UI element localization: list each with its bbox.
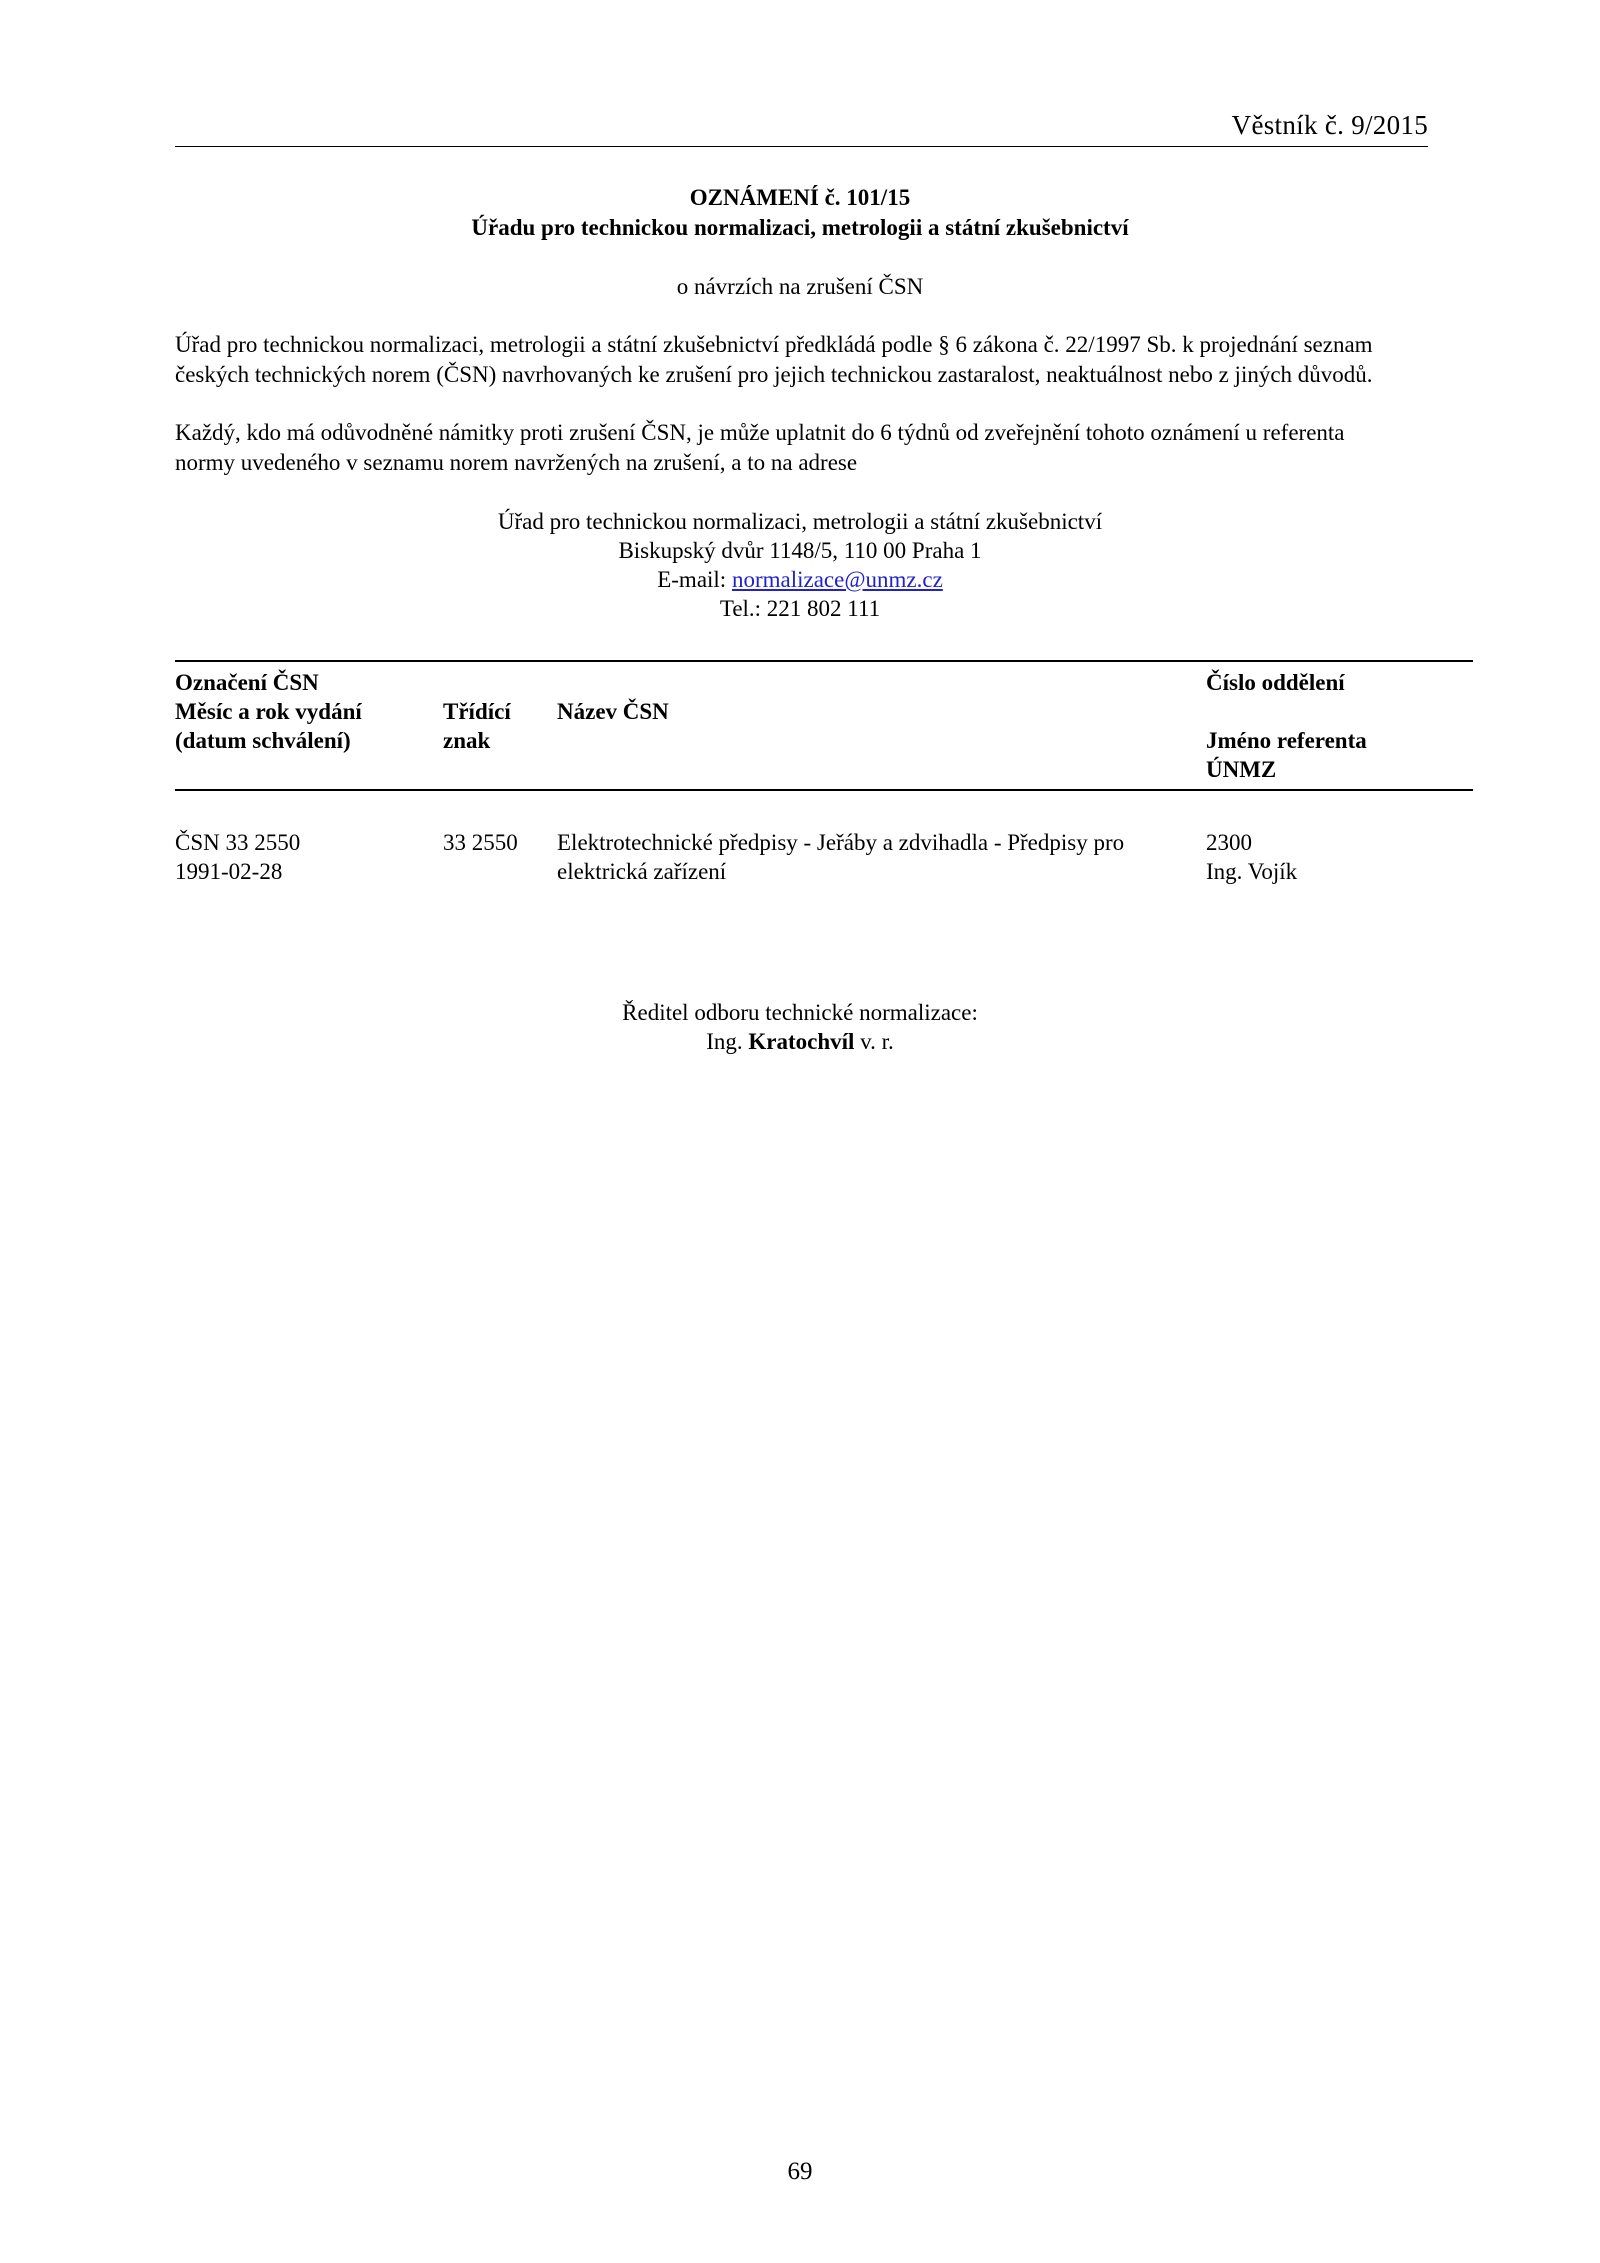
announcement-issuer: Úřadu pro technickou normalizaci, metrologii a státní zkušebnictví <box>471 215 1129 240</box>
paragraph-objections-line1: Každý, kdo má odůvodněné námitky proti zrušení ČSN, je může uplatnit do 6 týdnů od zveřejnění tohoto oznámení u referenta <box>175 420 1345 445</box>
signature-name <box>0 1027 1600 1057</box>
signature-role: Ředitel odboru technické normalizace: <box>622 1000 978 1025</box>
announcement-title: OZNÁMENÍ č. 101/15 <box>689 185 911 210</box>
page-number: 69 <box>787 2158 813 2185</box>
signature-prefix: Ing. <box>706 1029 749 1054</box>
header-issue-date: Měsíc a rok vydání <box>175 699 362 724</box>
signature-suffix: v. r. <box>854 1029 894 1054</box>
row-name-line2: elektrická zařízení <box>557 859 727 884</box>
header-approval-date: (datum schválení) <box>175 728 351 753</box>
address-email <box>0 567 1600 593</box>
paragraph-intro-line1: Úřad pro technickou normalizaci, metrologii a státní zkušebnictví předkládá podle § 6 zákona č. 22/1997 Sb. k projednání seznam <box>175 332 1373 357</box>
row-referent: Ing. Vojík <box>1206 859 1298 884</box>
header-class-code-2: znak <box>443 728 491 753</box>
email-label: E-mail: <box>657 567 732 592</box>
announcement-subtitle: o návrzích na zrušení ČSN <box>676 274 924 299</box>
header-class-code-1: Třídící <box>443 699 511 724</box>
row-department: 2300 <box>1206 830 1252 855</box>
header-referent: Jméno referenta <box>1206 728 1367 753</box>
row-class-code: 33 2550 <box>443 830 518 855</box>
header-rule <box>175 146 1428 147</box>
paragraph-intro <box>175 330 1428 390</box>
address-phone: Tel.: 221 802 111 <box>719 596 881 621</box>
address-org: Úřad pro technickou normalizaci, metrologii a státní zkušebnictví <box>497 509 1103 534</box>
row-designation: ČSN 33 2550 <box>175 830 301 855</box>
signature-surname: Kratochvíl <box>748 1029 855 1054</box>
header-unmz: ÚNMZ <box>1206 757 1277 782</box>
header-department: Číslo oddělení <box>1206 670 1345 695</box>
email-link[interactable]: normalizace@unmz.cz <box>731 567 943 592</box>
table-header-rule <box>175 789 1473 791</box>
address-street: Biskupský dvůr 1148/5, 110 00 Praha 1 <box>618 538 982 563</box>
journal-header: Věstník č. 9/2015 <box>1231 110 1428 140</box>
row-date: 1991-02-28 <box>175 859 283 884</box>
table-top-rule <box>175 660 1473 662</box>
header-standard-name: Název ČSN <box>557 699 669 724</box>
header-designation: Označení ČSN <box>175 670 319 695</box>
paragraph-objections-line2: normy uvedeného v seznamu norem navržených na zrušení, a to na adrese <box>175 450 858 475</box>
paragraph-objections <box>175 418 1428 478</box>
row-name-line1: Elektrotechnické předpisy - Jeřáby a zdvihadla - Předpisy pro <box>557 830 1125 855</box>
paragraph-intro-line2: českých technických norem (ČSN) navrhovaných ke zrušení pro jejich technickou zastaralost, neaktuálnost nebo z jiných důvodů. <box>175 362 1373 387</box>
